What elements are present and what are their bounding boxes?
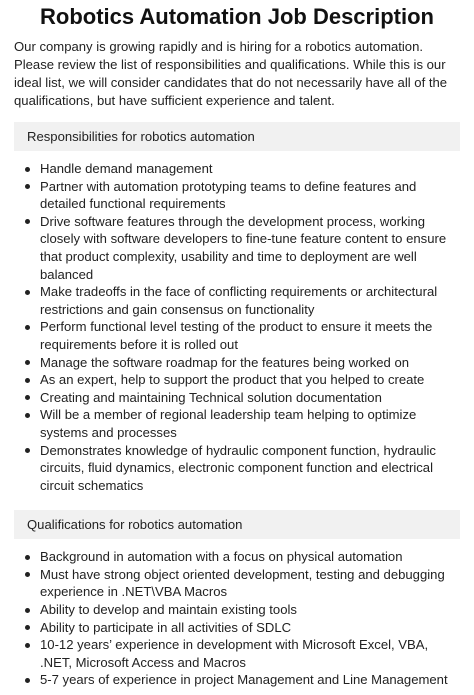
list-item: Make tradeoffs in the face of conflicting requirements or architectural restrictions and gain consensus on functionality — [14, 283, 460, 318]
list-item: Creating and maintaining Technical solution documentation — [14, 389, 460, 407]
list-item: As an expert, help to support the product that you helped to create — [14, 371, 460, 389]
list-item: Manage the software roadmap for the features being worked on — [14, 354, 460, 372]
list-item: Background in automation with a focus on physical automation — [14, 548, 460, 566]
list-item: Must have strong object oriented development, testing and debugging experience in .NET\VBA Macros — [14, 566, 460, 601]
list-item: Ability to participate in all activities of SDLC — [14, 619, 460, 637]
list-item: Drive software features through the development process, working closely with software developers to fine-tune feature content to ensure that product complexity, usability and time to deployment are well balanced — [14, 213, 460, 283]
list-item: Ability to develop and maintain existing tools — [14, 601, 460, 619]
responsibilities-heading: Responsibilities for robotics automation — [14, 122, 460, 151]
responsibilities-list — [14, 160, 460, 494]
intro-paragraph: Our company is growing rapidly and is hiring for a robotics automation. Please review the list of responsibilities and qualifications. While this is our ideal list, we will consider candidates that do not necessarily have all of the qualifications, but have sufficient experience and talent. — [14, 39, 448, 108]
qualifications-heading: Qualifications for robotics automation — [14, 510, 460, 539]
page-title: Robotics Automation Job Description — [40, 4, 434, 29]
list-item: Will be a member of regional leadership team helping to optimize systems and processes — [14, 406, 460, 441]
list-item: Partner with automation prototyping teams to define features and detailed functional requirements — [14, 178, 460, 213]
list-item: 5-7 years of experience in project Management and Line Management — [14, 671, 460, 689]
list-item: Handle demand management — [14, 160, 460, 178]
list-item: 10-12 years’ experience in development with Microsoft Excel, VBA, .NET, Microsoft Access and Macros — [14, 636, 460, 671]
list-item: Perform functional level testing of the product to ensure it meets the requirements before it is rolled out — [14, 318, 460, 353]
qualifications-list — [14, 548, 460, 689]
list-item: Demonstrates knowledge of hydraulic component function, hydraulic circuits, fluid dynamics, electronic component function and electrical circuit schematics — [14, 442, 460, 495]
